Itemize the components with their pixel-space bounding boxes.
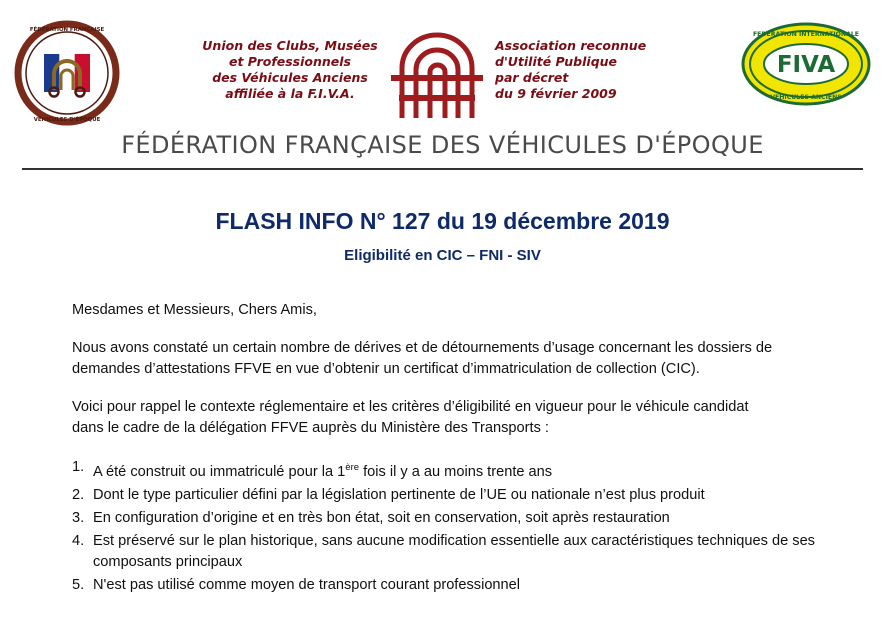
federation-title: FÉDÉRATION FRANÇAISE DES VÉHICULES D'ÉPOQUE bbox=[121, 131, 764, 159]
fiva-logo bbox=[741, 22, 871, 106]
header-tagline-left bbox=[200, 38, 380, 102]
page-title: FLASH INFO N° 127 du 19 décembre 2019 bbox=[215, 208, 670, 234]
document-body bbox=[0, 178, 885, 598]
ffve-seal-logo bbox=[14, 20, 120, 126]
criteria-list bbox=[72, 457, 815, 596]
tagline-right-line-1: Association reconnue bbox=[495, 38, 647, 53]
list-item bbox=[72, 457, 815, 483]
tagline-right-line-3: par décret bbox=[495, 70, 569, 85]
svg-text:VEHICULES ANCIENS: VEHICULES ANCIENS bbox=[770, 94, 842, 101]
list-item bbox=[72, 508, 815, 529]
paragraph-1: Nous avons constaté un certain nombre de dérives et de détournements d’usage concernant les dossiers de demandes d’attestations FFVE en vue d’obtenir un certificat d’immatriculation de collection (CIC). bbox=[72, 340, 773, 377]
list-item-text: A été construit ou immatriculé pour la 1 bbox=[93, 463, 346, 480]
salutation: Mesdames et Messieurs, Chers Amis, bbox=[72, 302, 317, 318]
list-item-number: 5. bbox=[72, 576, 85, 593]
svg-text:VÉHICULES D'ÉPOQUE: VÉHICULES D'ÉPOQUE bbox=[33, 117, 101, 123]
list-item-text: En configuration d’origine et en très bon état, soit en conservation, soit après restauration bbox=[93, 509, 670, 526]
ffve-monogram-icon bbox=[382, 26, 492, 122]
paragraph-2-line-2: dans le cadre de la délégation FFVE auprès du Ministère des Transports : bbox=[72, 420, 549, 436]
list-item-text-after: fois il y a au moins trente ans bbox=[359, 463, 553, 480]
header-tagline-right bbox=[495, 38, 685, 102]
tagline-left-line-1: Union des Clubs, Musées bbox=[202, 38, 378, 53]
list-item-number: 3. bbox=[72, 509, 85, 526]
list-item-text: N'est pas utilisé comme moyen de transport courant professionnel bbox=[93, 576, 521, 593]
tagline-right-line-4: du 9 février 2009 bbox=[495, 86, 617, 101]
svg-text:FIVA: FIVA bbox=[776, 52, 836, 78]
document-header bbox=[0, 0, 885, 159]
list-item-number: 1. bbox=[72, 459, 85, 475]
header-divider bbox=[22, 168, 863, 170]
page-subtitle: Eligibilité en CIC – FNI - SIV bbox=[344, 247, 541, 264]
header-center-block bbox=[150, 26, 710, 122]
svg-text:FÉDÉRATION FRANÇAISE: FÉDÉRATION FRANÇAISE bbox=[29, 27, 105, 33]
tagline-left-line-3: des Véhicules Anciens bbox=[212, 70, 368, 85]
list-item bbox=[72, 531, 815, 573]
list-item bbox=[72, 575, 815, 596]
tagline-right-line-2: d'Utilité Publique bbox=[495, 54, 618, 69]
list-item-text: Dont le type particulier défini par la législation pertinente de l’UE ou nationale n’est plus produit bbox=[93, 486, 705, 503]
document-content bbox=[72, 300, 815, 596]
list-item-number: 4. bbox=[72, 532, 85, 549]
tagline-left-line-2: et Professionnels bbox=[228, 54, 351, 69]
list-item bbox=[72, 485, 815, 506]
svg-text:FEDERATION INTERNATIONALE: FEDERATION INTERNATIONALE bbox=[752, 31, 860, 38]
criteria-list-wrapper bbox=[72, 457, 815, 596]
list-item-text: Est préservé sur le plan historique, sans aucune modification essentielle aux caractéristiques techniques de ses composants principaux bbox=[93, 532, 815, 570]
list-item-superscript: ère bbox=[345, 462, 360, 473]
paragraph-2-line-1: Voici pour rappel le contexte réglementaire et les critères d’éligibilité en vigueur pour le véhicule candidat bbox=[72, 399, 749, 415]
tagline-left-line-4: affiliée à la F.I.V.A. bbox=[225, 86, 355, 101]
list-item-number: 2. bbox=[72, 486, 85, 503]
